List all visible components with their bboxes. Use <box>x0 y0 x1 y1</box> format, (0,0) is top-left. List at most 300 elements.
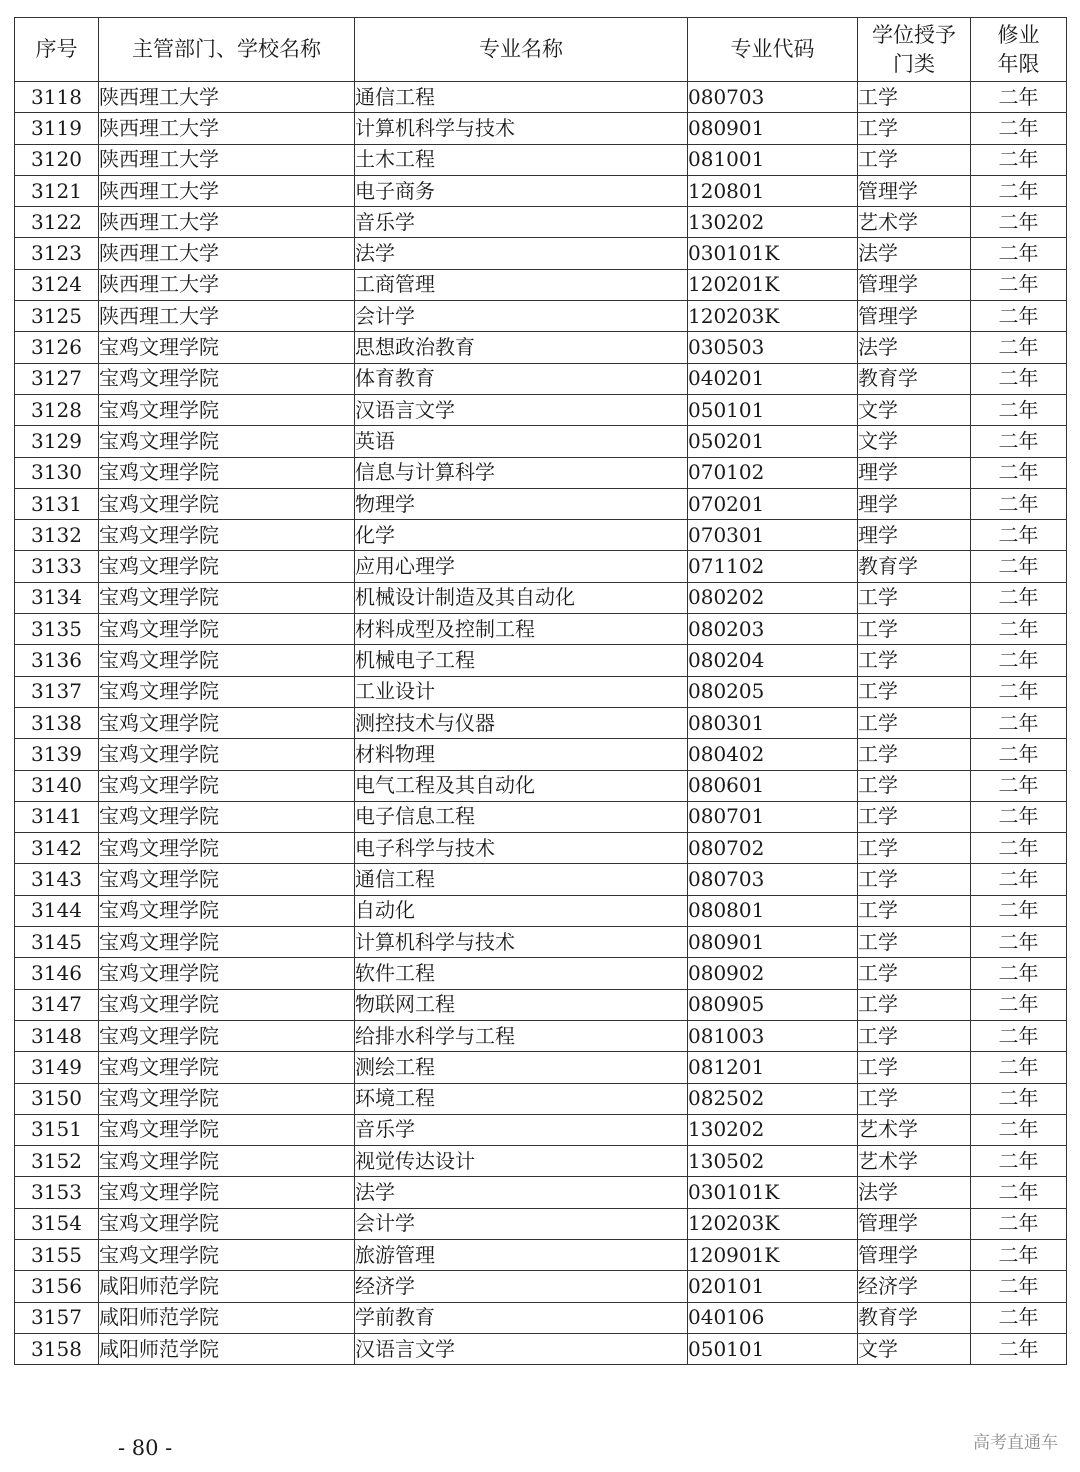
category-cell: 法学 <box>858 1177 971 1208</box>
code-cell: 080905 <box>688 989 858 1020</box>
seq-cell: 3135 <box>15 614 99 645</box>
years-cell: 二年 <box>971 739 1067 770</box>
seq-cell: 3126 <box>15 332 99 363</box>
category-cell: 工学 <box>858 989 971 1020</box>
major-cell: 环境工程 <box>355 1083 688 1114</box>
category-cell: 工学 <box>858 1020 971 1051</box>
category-cell: 文学 <box>858 426 971 457</box>
years-cell: 二年 <box>971 269 1067 300</box>
school-cell: 陕西理工大学 <box>99 144 355 175</box>
years-cell: 二年 <box>971 207 1067 238</box>
category-cell: 工学 <box>858 1083 971 1114</box>
header-code: 专业代码 <box>688 18 858 82</box>
years-cell: 二年 <box>971 1114 1067 1145</box>
table-row <box>15 1083 1067 1114</box>
major-cell: 工商管理 <box>355 269 688 300</box>
table-row <box>15 864 1067 895</box>
major-cell: 电气工程及其自动化 <box>355 770 688 801</box>
table-row <box>15 895 1067 926</box>
seq-cell: 3156 <box>15 1271 99 1302</box>
code-cell: 050101 <box>688 1333 858 1364</box>
school-cell: 宝鸡文理学院 <box>99 426 355 457</box>
school-cell: 宝鸡文理学院 <box>99 958 355 989</box>
code-cell: 080703 <box>688 864 858 895</box>
category-cell: 工学 <box>858 927 971 958</box>
years-cell: 二年 <box>971 645 1067 676</box>
code-cell: 050101 <box>688 394 858 425</box>
years-cell: 二年 <box>971 1333 1067 1364</box>
code-cell: 082502 <box>688 1083 858 1114</box>
code-cell: 120203K <box>688 301 858 332</box>
school-cell: 宝鸡文理学院 <box>99 895 355 926</box>
seq-cell: 3122 <box>15 207 99 238</box>
years-cell: 二年 <box>971 958 1067 989</box>
table-row <box>15 144 1067 175</box>
seq-cell: 3148 <box>15 1020 99 1051</box>
seq-cell: 3152 <box>15 1146 99 1177</box>
code-cell: 040106 <box>688 1302 858 1333</box>
category-cell: 工学 <box>858 707 971 738</box>
code-cell: 130202 <box>688 1114 858 1145</box>
school-cell: 宝鸡文理学院 <box>99 582 355 613</box>
major-cell: 汉语言文学 <box>355 1333 688 1364</box>
code-cell: 120901K <box>688 1239 858 1270</box>
seq-cell: 3124 <box>15 269 99 300</box>
category-cell: 艺术学 <box>858 207 971 238</box>
years-cell: 二年 <box>971 363 1067 394</box>
major-cell: 汉语言文学 <box>355 394 688 425</box>
school-cell: 陕西理工大学 <box>99 238 355 269</box>
code-cell: 070102 <box>688 457 858 488</box>
table-row <box>15 207 1067 238</box>
category-cell: 艺术学 <box>858 1146 971 1177</box>
category-cell: 教育学 <box>858 363 971 394</box>
school-cell: 陕西理工大学 <box>99 301 355 332</box>
school-cell: 宝鸡文理学院 <box>99 1146 355 1177</box>
school-cell: 宝鸡文理学院 <box>99 707 355 738</box>
code-cell: 030503 <box>688 332 858 363</box>
seq-cell: 3120 <box>15 144 99 175</box>
years-cell: 二年 <box>971 301 1067 332</box>
years-cell: 二年 <box>971 394 1067 425</box>
code-cell: 080205 <box>688 676 858 707</box>
category-cell: 工学 <box>858 864 971 895</box>
seq-cell: 3155 <box>15 1239 99 1270</box>
years-cell: 二年 <box>971 113 1067 144</box>
code-cell: 070201 <box>688 488 858 519</box>
category-cell: 工学 <box>858 958 971 989</box>
table-row <box>15 1333 1067 1364</box>
major-cell: 电子科学与技术 <box>355 833 688 864</box>
school-cell: 宝鸡文理学院 <box>99 1114 355 1145</box>
header-school: 主管部门、学校名称 <box>99 18 355 82</box>
seq-cell: 3151 <box>15 1114 99 1145</box>
category-cell: 艺术学 <box>858 1114 971 1145</box>
seq-cell: 3141 <box>15 801 99 832</box>
seq-cell: 3146 <box>15 958 99 989</box>
code-cell: 080203 <box>688 614 858 645</box>
table-row <box>15 582 1067 613</box>
table-row <box>15 488 1067 519</box>
table-row <box>15 1271 1067 1302</box>
table-row <box>15 551 1067 582</box>
years-cell: 二年 <box>971 488 1067 519</box>
seq-cell: 3127 <box>15 363 99 394</box>
school-cell: 宝鸡文理学院 <box>99 1177 355 1208</box>
seq-cell: 3138 <box>15 707 99 738</box>
school-cell: 宝鸡文理学院 <box>99 927 355 958</box>
category-cell: 法学 <box>858 238 971 269</box>
major-cell: 测绘工程 <box>355 1052 688 1083</box>
code-cell: 080601 <box>688 770 858 801</box>
code-cell: 080801 <box>688 895 858 926</box>
school-cell: 宝鸡文理学院 <box>99 645 355 676</box>
major-cell: 材料成型及控制工程 <box>355 614 688 645</box>
years-cell: 二年 <box>971 457 1067 488</box>
school-cell: 宝鸡文理学院 <box>99 989 355 1020</box>
code-cell: 130502 <box>688 1146 858 1177</box>
table-row <box>15 113 1067 144</box>
code-cell: 130202 <box>688 207 858 238</box>
seq-cell: 3144 <box>15 895 99 926</box>
table-row <box>15 958 1067 989</box>
category-cell: 管理学 <box>858 269 971 300</box>
school-cell: 陕西理工大学 <box>99 269 355 300</box>
table-row <box>15 614 1067 645</box>
code-cell: 040201 <box>688 363 858 394</box>
code-cell: 120801 <box>688 175 858 206</box>
seq-cell: 3158 <box>15 1333 99 1364</box>
code-cell: 050201 <box>688 426 858 457</box>
major-cell: 英语 <box>355 426 688 457</box>
table-row <box>15 1146 1067 1177</box>
years-cell: 二年 <box>971 582 1067 613</box>
table-row <box>15 645 1067 676</box>
major-cell: 体育教育 <box>355 363 688 394</box>
seq-cell: 3133 <box>15 551 99 582</box>
header-years <box>971 18 1067 82</box>
major-cell: 学前教育 <box>355 1302 688 1333</box>
years-cell: 二年 <box>971 1208 1067 1239</box>
school-cell: 宝鸡文理学院 <box>99 739 355 770</box>
school-cell: 宝鸡文理学院 <box>99 1208 355 1239</box>
seq-cell: 3121 <box>15 175 99 206</box>
category-cell: 文学 <box>858 1333 971 1364</box>
table-row <box>15 363 1067 394</box>
seq-cell: 3142 <box>15 833 99 864</box>
seq-cell: 3157 <box>15 1302 99 1333</box>
school-cell: 宝鸡文理学院 <box>99 770 355 801</box>
school-cell: 宝鸡文理学院 <box>99 551 355 582</box>
code-cell: 071102 <box>688 551 858 582</box>
code-cell: 080901 <box>688 927 858 958</box>
major-cell: 通信工程 <box>355 82 688 113</box>
category-cell: 工学 <box>858 739 971 770</box>
seq-cell: 3149 <box>15 1052 99 1083</box>
major-cell: 法学 <box>355 1177 688 1208</box>
code-cell: 081001 <box>688 144 858 175</box>
category-cell: 工学 <box>858 770 971 801</box>
table-body <box>15 82 1067 1365</box>
school-cell: 宝鸡文理学院 <box>99 394 355 425</box>
school-cell: 宝鸡文理学院 <box>99 1052 355 1083</box>
seq-cell: 3139 <box>15 739 99 770</box>
category-cell: 经济学 <box>858 1271 971 1302</box>
seq-cell: 3136 <box>15 645 99 676</box>
category-cell: 工学 <box>858 676 971 707</box>
table-row <box>15 927 1067 958</box>
code-cell: 080202 <box>688 582 858 613</box>
category-cell: 工学 <box>858 895 971 926</box>
years-cell: 二年 <box>971 1052 1067 1083</box>
school-cell: 宝鸡文理学院 <box>99 520 355 551</box>
table-row <box>15 1208 1067 1239</box>
code-cell: 120201K <box>688 269 858 300</box>
seq-cell: 3147 <box>15 989 99 1020</box>
school-cell: 宝鸡文理学院 <box>99 833 355 864</box>
category-cell: 管理学 <box>858 175 971 206</box>
table-row <box>15 1302 1067 1333</box>
code-cell: 030101K <box>688 1177 858 1208</box>
years-cell: 二年 <box>971 332 1067 363</box>
major-cell: 计算机科学与技术 <box>355 927 688 958</box>
majors-table <box>14 17 1067 1365</box>
category-cell: 工学 <box>858 614 971 645</box>
seq-cell: 3128 <box>15 394 99 425</box>
major-cell: 通信工程 <box>355 864 688 895</box>
major-cell: 会计学 <box>355 1208 688 1239</box>
school-cell: 宝鸡文理学院 <box>99 457 355 488</box>
major-cell: 机械电子工程 <box>355 645 688 676</box>
years-cell: 二年 <box>971 864 1067 895</box>
school-cell: 宝鸡文理学院 <box>99 1083 355 1114</box>
seq-cell: 3154 <box>15 1208 99 1239</box>
school-cell: 陕西理工大学 <box>99 175 355 206</box>
category-cell: 教育学 <box>858 551 971 582</box>
table-row <box>15 1052 1067 1083</box>
table-row <box>15 989 1067 1020</box>
seq-cell: 3119 <box>15 113 99 144</box>
code-cell: 080702 <box>688 833 858 864</box>
major-cell: 化学 <box>355 520 688 551</box>
major-cell: 会计学 <box>355 301 688 332</box>
code-cell: 080703 <box>688 82 858 113</box>
table-row <box>15 801 1067 832</box>
years-cell: 二年 <box>971 1177 1067 1208</box>
table-row <box>15 394 1067 425</box>
major-cell: 计算机科学与技术 <box>355 113 688 144</box>
table-row <box>15 676 1067 707</box>
years-cell: 二年 <box>971 238 1067 269</box>
school-cell: 宝鸡文理学院 <box>99 1020 355 1051</box>
school-cell: 宝鸡文理学院 <box>99 614 355 645</box>
category-cell: 管理学 <box>858 1208 971 1239</box>
major-cell: 工业设计 <box>355 676 688 707</box>
header-category-text: 学位授予门类 <box>872 22 956 76</box>
years-cell: 二年 <box>971 520 1067 551</box>
seq-cell: 3125 <box>15 301 99 332</box>
page-number: - 80 - <box>118 1436 173 1460</box>
seq-cell: 3140 <box>15 770 99 801</box>
years-cell: 二年 <box>971 1146 1067 1177</box>
category-cell: 管理学 <box>858 1239 971 1270</box>
code-cell: 081003 <box>688 1020 858 1051</box>
major-cell: 物理学 <box>355 488 688 519</box>
header-years-text: 修业年限 <box>997 22 1040 76</box>
years-cell: 二年 <box>971 801 1067 832</box>
category-cell: 工学 <box>858 582 971 613</box>
table-row <box>15 1177 1067 1208</box>
seq-cell: 3130 <box>15 457 99 488</box>
seq-cell: 3143 <box>15 864 99 895</box>
seq-cell: 3118 <box>15 82 99 113</box>
code-cell: 080204 <box>688 645 858 676</box>
school-cell: 宝鸡文理学院 <box>99 332 355 363</box>
table-row <box>15 707 1067 738</box>
table-row <box>15 1239 1067 1270</box>
major-cell: 材料物理 <box>355 739 688 770</box>
school-cell: 陕西理工大学 <box>99 113 355 144</box>
major-cell: 测控技术与仪器 <box>355 707 688 738</box>
major-cell: 机械设计制造及其自动化 <box>355 582 688 613</box>
table-row <box>15 269 1067 300</box>
school-cell: 陕西理工大学 <box>99 82 355 113</box>
school-cell: 宝鸡文理学院 <box>99 1239 355 1270</box>
school-cell: 宝鸡文理学院 <box>99 676 355 707</box>
years-cell: 二年 <box>971 1020 1067 1051</box>
school-cell: 宝鸡文理学院 <box>99 488 355 519</box>
seq-cell: 3150 <box>15 1083 99 1114</box>
school-cell: 咸阳师范学院 <box>99 1302 355 1333</box>
table-row <box>15 520 1067 551</box>
major-cell: 信息与计算科学 <box>355 457 688 488</box>
table-row <box>15 82 1067 113</box>
table-header-row <box>15 18 1067 82</box>
years-cell: 二年 <box>971 895 1067 926</box>
major-cell: 自动化 <box>355 895 688 926</box>
watermark: 高考直通车 <box>973 1433 1058 1453</box>
code-cell: 020101 <box>688 1271 858 1302</box>
table-row <box>15 332 1067 363</box>
code-cell: 120203K <box>688 1208 858 1239</box>
years-cell: 二年 <box>971 614 1067 645</box>
years-cell: 二年 <box>971 426 1067 457</box>
code-cell: 080902 <box>688 958 858 989</box>
code-cell: 080701 <box>688 801 858 832</box>
years-cell: 二年 <box>971 1239 1067 1270</box>
seq-cell: 3145 <box>15 927 99 958</box>
seq-cell: 3134 <box>15 582 99 613</box>
seq-cell: 3129 <box>15 426 99 457</box>
category-cell: 工学 <box>858 801 971 832</box>
category-cell: 理学 <box>858 488 971 519</box>
years-cell: 二年 <box>971 1083 1067 1114</box>
table-row <box>15 457 1067 488</box>
category-cell: 工学 <box>858 82 971 113</box>
major-cell: 电子信息工程 <box>355 801 688 832</box>
category-cell: 理学 <box>858 457 971 488</box>
major-cell: 法学 <box>355 238 688 269</box>
table-row <box>15 175 1067 206</box>
table-row <box>15 301 1067 332</box>
major-cell: 视觉传达设计 <box>355 1146 688 1177</box>
major-cell: 给排水科学与工程 <box>355 1020 688 1051</box>
seq-cell: 3131 <box>15 488 99 519</box>
code-cell: 080402 <box>688 739 858 770</box>
table-row <box>15 1114 1067 1145</box>
seq-cell: 3123 <box>15 238 99 269</box>
school-cell: 咸阳师范学院 <box>99 1271 355 1302</box>
category-cell: 工学 <box>858 144 971 175</box>
school-cell: 宝鸡文理学院 <box>99 864 355 895</box>
seq-cell: 3137 <box>15 676 99 707</box>
years-cell: 二年 <box>971 175 1067 206</box>
category-cell: 工学 <box>858 833 971 864</box>
major-cell: 旅游管理 <box>355 1239 688 1270</box>
years-cell: 二年 <box>971 927 1067 958</box>
seq-cell: 3132 <box>15 520 99 551</box>
category-cell: 文学 <box>858 394 971 425</box>
major-cell: 电子商务 <box>355 175 688 206</box>
school-cell: 宝鸡文理学院 <box>99 801 355 832</box>
table-row <box>15 770 1067 801</box>
major-cell: 音乐学 <box>355 1114 688 1145</box>
major-cell: 音乐学 <box>355 207 688 238</box>
years-cell: 二年 <box>971 82 1067 113</box>
school-cell: 咸阳师范学院 <box>99 1333 355 1364</box>
header-major: 专业名称 <box>355 18 688 82</box>
header-category <box>858 18 971 82</box>
major-cell: 土木工程 <box>355 144 688 175</box>
table-row <box>15 238 1067 269</box>
category-cell: 工学 <box>858 113 971 144</box>
code-cell: 030101K <box>688 238 858 269</box>
years-cell: 二年 <box>971 1302 1067 1333</box>
years-cell: 二年 <box>971 770 1067 801</box>
category-cell: 管理学 <box>858 301 971 332</box>
major-cell: 物联网工程 <box>355 989 688 1020</box>
code-cell: 081201 <box>688 1052 858 1083</box>
table-row <box>15 833 1067 864</box>
major-cell: 软件工程 <box>355 958 688 989</box>
years-cell: 二年 <box>971 707 1067 738</box>
years-cell: 二年 <box>971 833 1067 864</box>
major-cell: 思想政治教育 <box>355 332 688 363</box>
category-cell: 理学 <box>858 520 971 551</box>
table-row <box>15 739 1067 770</box>
school-cell: 宝鸡文理学院 <box>99 363 355 394</box>
category-cell: 教育学 <box>858 1302 971 1333</box>
years-cell: 二年 <box>971 144 1067 175</box>
category-cell: 法学 <box>858 332 971 363</box>
school-cell: 陕西理工大学 <box>99 207 355 238</box>
years-cell: 二年 <box>971 989 1067 1020</box>
major-cell: 应用心理学 <box>355 551 688 582</box>
code-cell: 070301 <box>688 520 858 551</box>
code-cell: 080301 <box>688 707 858 738</box>
years-cell: 二年 <box>971 551 1067 582</box>
years-cell: 二年 <box>971 676 1067 707</box>
category-cell: 工学 <box>858 1052 971 1083</box>
table-row <box>15 426 1067 457</box>
header-seq: 序号 <box>15 18 99 82</box>
category-cell: 工学 <box>858 645 971 676</box>
code-cell: 080901 <box>688 113 858 144</box>
seq-cell: 3153 <box>15 1177 99 1208</box>
table-row <box>15 1020 1067 1051</box>
years-cell: 二年 <box>971 1271 1067 1302</box>
major-cell: 经济学 <box>355 1271 688 1302</box>
